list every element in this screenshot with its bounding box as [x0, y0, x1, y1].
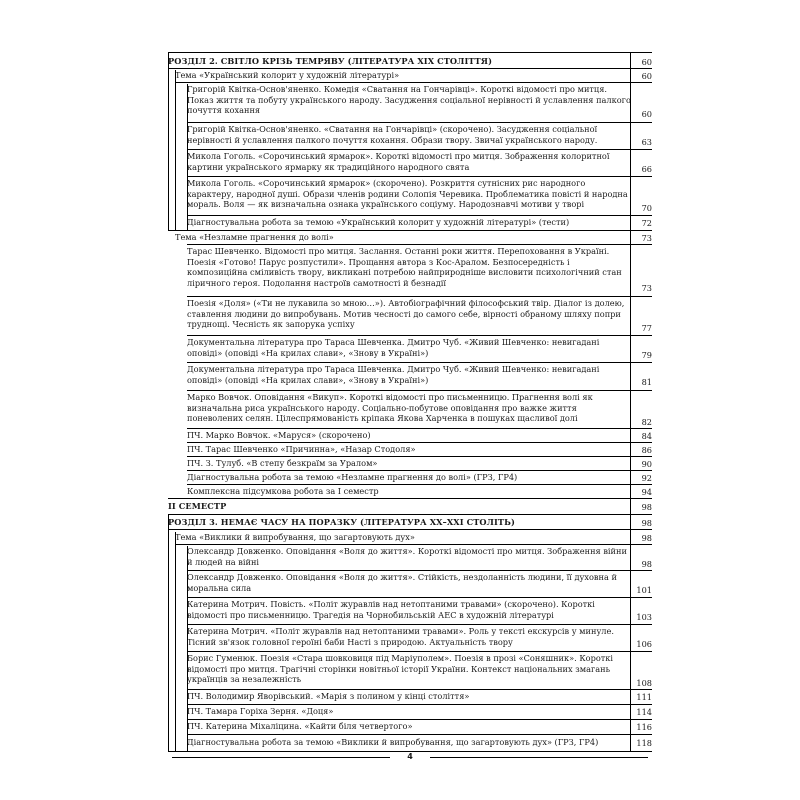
separator-line: [187, 335, 652, 336]
footer-rule-left: [172, 757, 390, 758]
toc-entry: [168, 56, 652, 68]
toc-entry: [187, 246, 652, 294]
toc-entry-page: 114: [636, 707, 652, 718]
toc-entry: [168, 517, 652, 529]
separator-line: [187, 597, 652, 598]
toc-entry-page: 98: [641, 502, 652, 513]
separator-line: [187, 215, 652, 216]
separator-line: [168, 529, 652, 530]
toc-entry-title: Тема «Виклики й випробування, що загартовують дух»: [175, 532, 415, 542]
toc-entry-title: Діагностувальна робота за темою «Незламне прагнення до волі» (ГРЗ, ГР4): [187, 472, 518, 482]
toc-entry-title: Документальна література про Тараса Шевченка. Дмитро Чуб. «Живий Шевченко: невигадані оповіді» (оповіді «На крилах слави», «Знову в Україні»): [187, 337, 600, 358]
separator-line: [187, 362, 652, 363]
separator-line: [168, 68, 652, 69]
toc-entry: [187, 84, 652, 120]
toc-entry: [175, 532, 652, 544]
toc-entry-title: Поезія «Доля» («Ти не лукавила зо мною…»). Автобіографічний філософський твір. Діалог із долею, ставлення людини до випробувань. Мотив чесності до самого себе, вірності обраному шляху попри труднощі. Чесність як запорука успіху: [187, 298, 625, 330]
toc-entry-page: 116: [636, 722, 652, 733]
toc-entry-title: Діагностувальна робота за темою «Український колорит у художній літературі» (тести): [187, 217, 570, 227]
toc-entry: [187, 217, 652, 229]
toc-entry-title: ПЧ. Марко Вовчок. «Маруся» (скорочено): [187, 430, 371, 440]
separator-line: [187, 296, 652, 297]
toc-entry: [187, 572, 652, 596]
toc-entry-title: Документальна література про Тараса Шевченка. Дмитро Чуб. «Живий Шевченко: невигадані оповіді» (оповіді «На крилах слави», «Знову в Україні»): [187, 364, 600, 385]
separator-line: [187, 719, 652, 720]
toc-entry-page: 60: [641, 71, 652, 82]
toc-entry-title: Марко Вовчок. Оповідання «Викуп». Короткі відомості про письменницю. Прагнення волі як визначальна риса українського народу. Соціально-побутове оповідання про важке життя поневолених селян. Цілеспрямованість кріпака Якова Харченка в пошуках щасливої долі: [187, 392, 593, 424]
separator-line: [187, 390, 652, 391]
toc-entry: [187, 178, 652, 214]
toc-entry-title: Діагностувальна робота за темою «Виклики й випробування, що загартовують дух» (ГРЗ, ГР4): [187, 737, 599, 747]
toc-entry-title: Катерина Мотрич. «Політ журавлів над нетоптаними травами». Роль у тексті екскурсів у минуле. Тісний зв'язок головної героїні баби Насті з природою. Актуальність твору: [187, 626, 614, 647]
toc-entry-page: 118: [636, 738, 652, 749]
separator-line: [187, 484, 652, 485]
toc-entry: [187, 546, 652, 570]
separator-line: [187, 456, 652, 457]
separator-line: [187, 734, 652, 735]
toc-entry: [187, 458, 652, 470]
toc-entry-page: 106: [636, 639, 652, 650]
toc-entry-title: РОЗДІЛ 2. СВІТЛО КРІЗЬ ТЕМРЯВУ (ЛІТЕРАТУРА ХІХ СТОЛІТТЯ): [168, 56, 493, 66]
toc-entry-page: 92: [641, 473, 652, 484]
separator-line: [168, 230, 652, 231]
indent-rule: [168, 52, 169, 230]
toc-entry: [187, 337, 652, 361]
page-footer: [172, 752, 648, 762]
separator-line: [175, 82, 652, 83]
toc-entry-page: 111: [636, 692, 652, 703]
toc-entry-title: Тарас Шевченко. Відомості про митця. Заслання. Останні роки життя. Перепоховання в Україні. Поезія «Готово! Парус розпустили». Прощання автора з Кос-Аралом. Безпосередність і композиційна сміливість твору, викликані потребою найприродніше висловити психологічний стан ліричного героя. Подолання настроїв самотності й безнадії: [187, 246, 622, 288]
toc-entry: [187, 486, 652, 498]
toc-entry: [187, 430, 652, 442]
toc-entry: [168, 501, 652, 513]
toc-entry-page: 77: [641, 323, 652, 334]
toc-entry: [187, 298, 652, 334]
separator-line: [187, 176, 652, 177]
toc-entry-page: 98: [641, 559, 652, 570]
toc-entry: [187, 472, 652, 484]
separator-line: [187, 651, 652, 652]
toc-entry-title: Микола Гоголь. «Сорочинський ярмарок» (скорочено). Розкриття сутнісних рис народного характеру, народної душі. Образи членів родини Солопія Черевика. Проблематика повісті й народна мораль. Воля — як визначальна ознака українського соціуму. Народознавчі мотиви у творі: [187, 178, 628, 210]
toc-entry-title: Борис Гуменюк. Поезія «Стара шовковиця під Маріуполем». Поезія в прозі «Соняшник». Короткі відомості про митця. Трагічні сторінки новітньої історії України. Контекст національних змагань українців за незалежність: [187, 653, 614, 685]
toc-entry-page: 60: [641, 57, 652, 68]
separator-line: [187, 442, 652, 443]
indent-rule: [175, 532, 176, 751]
toc-entry-page: 94: [641, 487, 652, 498]
toc-entry-page: 101: [636, 585, 652, 596]
toc-entry-page: 84: [641, 431, 652, 442]
separator-line: [187, 704, 652, 705]
separator-line: [175, 544, 652, 545]
indent-rule: [187, 546, 188, 751]
separator-line: [168, 498, 652, 499]
toc-entry-page: 90: [641, 459, 652, 470]
toc-entry-title: Тема «Український колорит у художній літературі»: [175, 70, 400, 80]
toc-entry-page: 82: [641, 417, 652, 428]
separator-line: [187, 570, 652, 571]
toc-entry: [187, 599, 652, 623]
separator-line: [168, 514, 652, 515]
toc-entry-title: ПЧ. Тамара Горіха Зерня. «Доця»: [187, 706, 334, 716]
toc-entry: [187, 691, 652, 703]
separator-line: [187, 689, 652, 690]
toc-entry-page: 60: [641, 109, 652, 120]
toc-entry-title: ПЧ. З. Тулуб. «В степу безкраїм за Уралом»: [187, 458, 378, 468]
toc-entry-title: Олександр Довженко. Оповідання «Воля до життя». Стійкість, нездоланність людини, її духовна й моральна сила: [187, 572, 617, 593]
toc-entry: [187, 364, 652, 388]
toc-entry-title: Катерина Мотрич. Повість. «Політ журавлів над нетоптаними травами» (скорочено). Короткі відомості про письменницю. Трагедія на Чорнобильській АЕС в художній літературі: [187, 599, 595, 620]
toc-entry-page: 98: [641, 518, 652, 529]
toc-entry: [187, 124, 652, 148]
separator-line: [187, 624, 652, 625]
toc-entry-title: Микола Гоголь. «Сорочинський ярмарок». Короткі відомості про митця. Зображення колоритної картини українського ярмарку як традиційного народного свята: [187, 151, 610, 172]
toc-entry-page: 98: [641, 533, 652, 544]
toc-entry: [187, 721, 652, 733]
separator-line: [187, 470, 652, 471]
indent-rule: [187, 84, 188, 230]
toc-entry-page: 108: [636, 678, 652, 689]
separator-line: [187, 149, 652, 150]
separator-line: [187, 428, 652, 429]
toc-entry-title: Григорій Квітка-Основ'яненко. Комедія «Сватання на Гончарівці». Короткі відомості про митця. Показ життя та побуту українського народу. Засудження соціальної нерівності й уславлення палкого почуття кохання: [187, 84, 631, 116]
toc-entry-title: РОЗДІЛ 3. НЕМАЄ ЧАСУ НА ПОРАЗКУ (ЛІТЕРАТУРА ХХ–ХХІ СТОЛІТЬ): [168, 517, 515, 527]
toc-entry: [187, 151, 652, 175]
footer-rule-right: [430, 757, 648, 758]
toc-entry: [187, 444, 652, 456]
toc-entry-title: ПЧ. Катерина Міхаліцина. «Кайти біля четвертого»: [187, 721, 413, 731]
page-number: 4: [407, 752, 413, 761]
toc-entry-page: 79: [641, 350, 652, 361]
separator-line: [187, 122, 652, 123]
toc-entry-title: ІІ СЕМЕСТР: [168, 501, 227, 511]
indent-rule: [630, 52, 631, 751]
toc-entry-page: 70: [641, 203, 652, 214]
indent-rule: [168, 514, 169, 751]
toc-entry-page: 81: [641, 377, 652, 388]
toc-entry-page: 86: [641, 445, 652, 456]
toc-entry-page: 73: [641, 283, 652, 294]
toc-entry: [175, 232, 652, 244]
toc-entry-title: Григорій Квітка-Основ'яненко. «Сватання на Гончарівці» (скорочено). Засудження соціальної нерівності й уславлення палкого почуття кохання. Образи твору. Звичаї українського народу.: [187, 124, 598, 145]
separator-line: [168, 52, 652, 53]
toc-entry-title: Олександр Довженко. Оповідання «Воля до життя». Короткі відомості про митця. Зображення війни й людей на війні: [187, 546, 627, 567]
toc-entry-page: 63: [641, 137, 652, 148]
toc-entry: [187, 626, 652, 650]
toc-entry-page: 72: [641, 218, 652, 229]
toc-entry: [187, 737, 652, 749]
separator-line: [187, 244, 652, 245]
toc-entry-page: 73: [641, 233, 652, 244]
toc-entry: [187, 653, 652, 689]
toc-entry-title: ПЧ. Володимир Яворівський. «Марія з полином у кінці століття»: [187, 691, 470, 701]
toc-entry-page: 103: [636, 612, 652, 623]
toc-entry-title: ПЧ. Тарас Шевченко «Причинна», «Назар Стодоля»: [187, 444, 416, 454]
toc-entry-title: Тема «Незламне прагнення до волі»: [175, 232, 334, 242]
indent-rule: [175, 70, 176, 230]
toc-entry-page: 66: [641, 164, 652, 175]
toc-entry: [175, 70, 652, 82]
toc-entry-title: Комплексна підсумкова робота за І семестр: [187, 486, 379, 496]
toc-entry: [187, 392, 652, 428]
toc-entry: [187, 706, 652, 718]
